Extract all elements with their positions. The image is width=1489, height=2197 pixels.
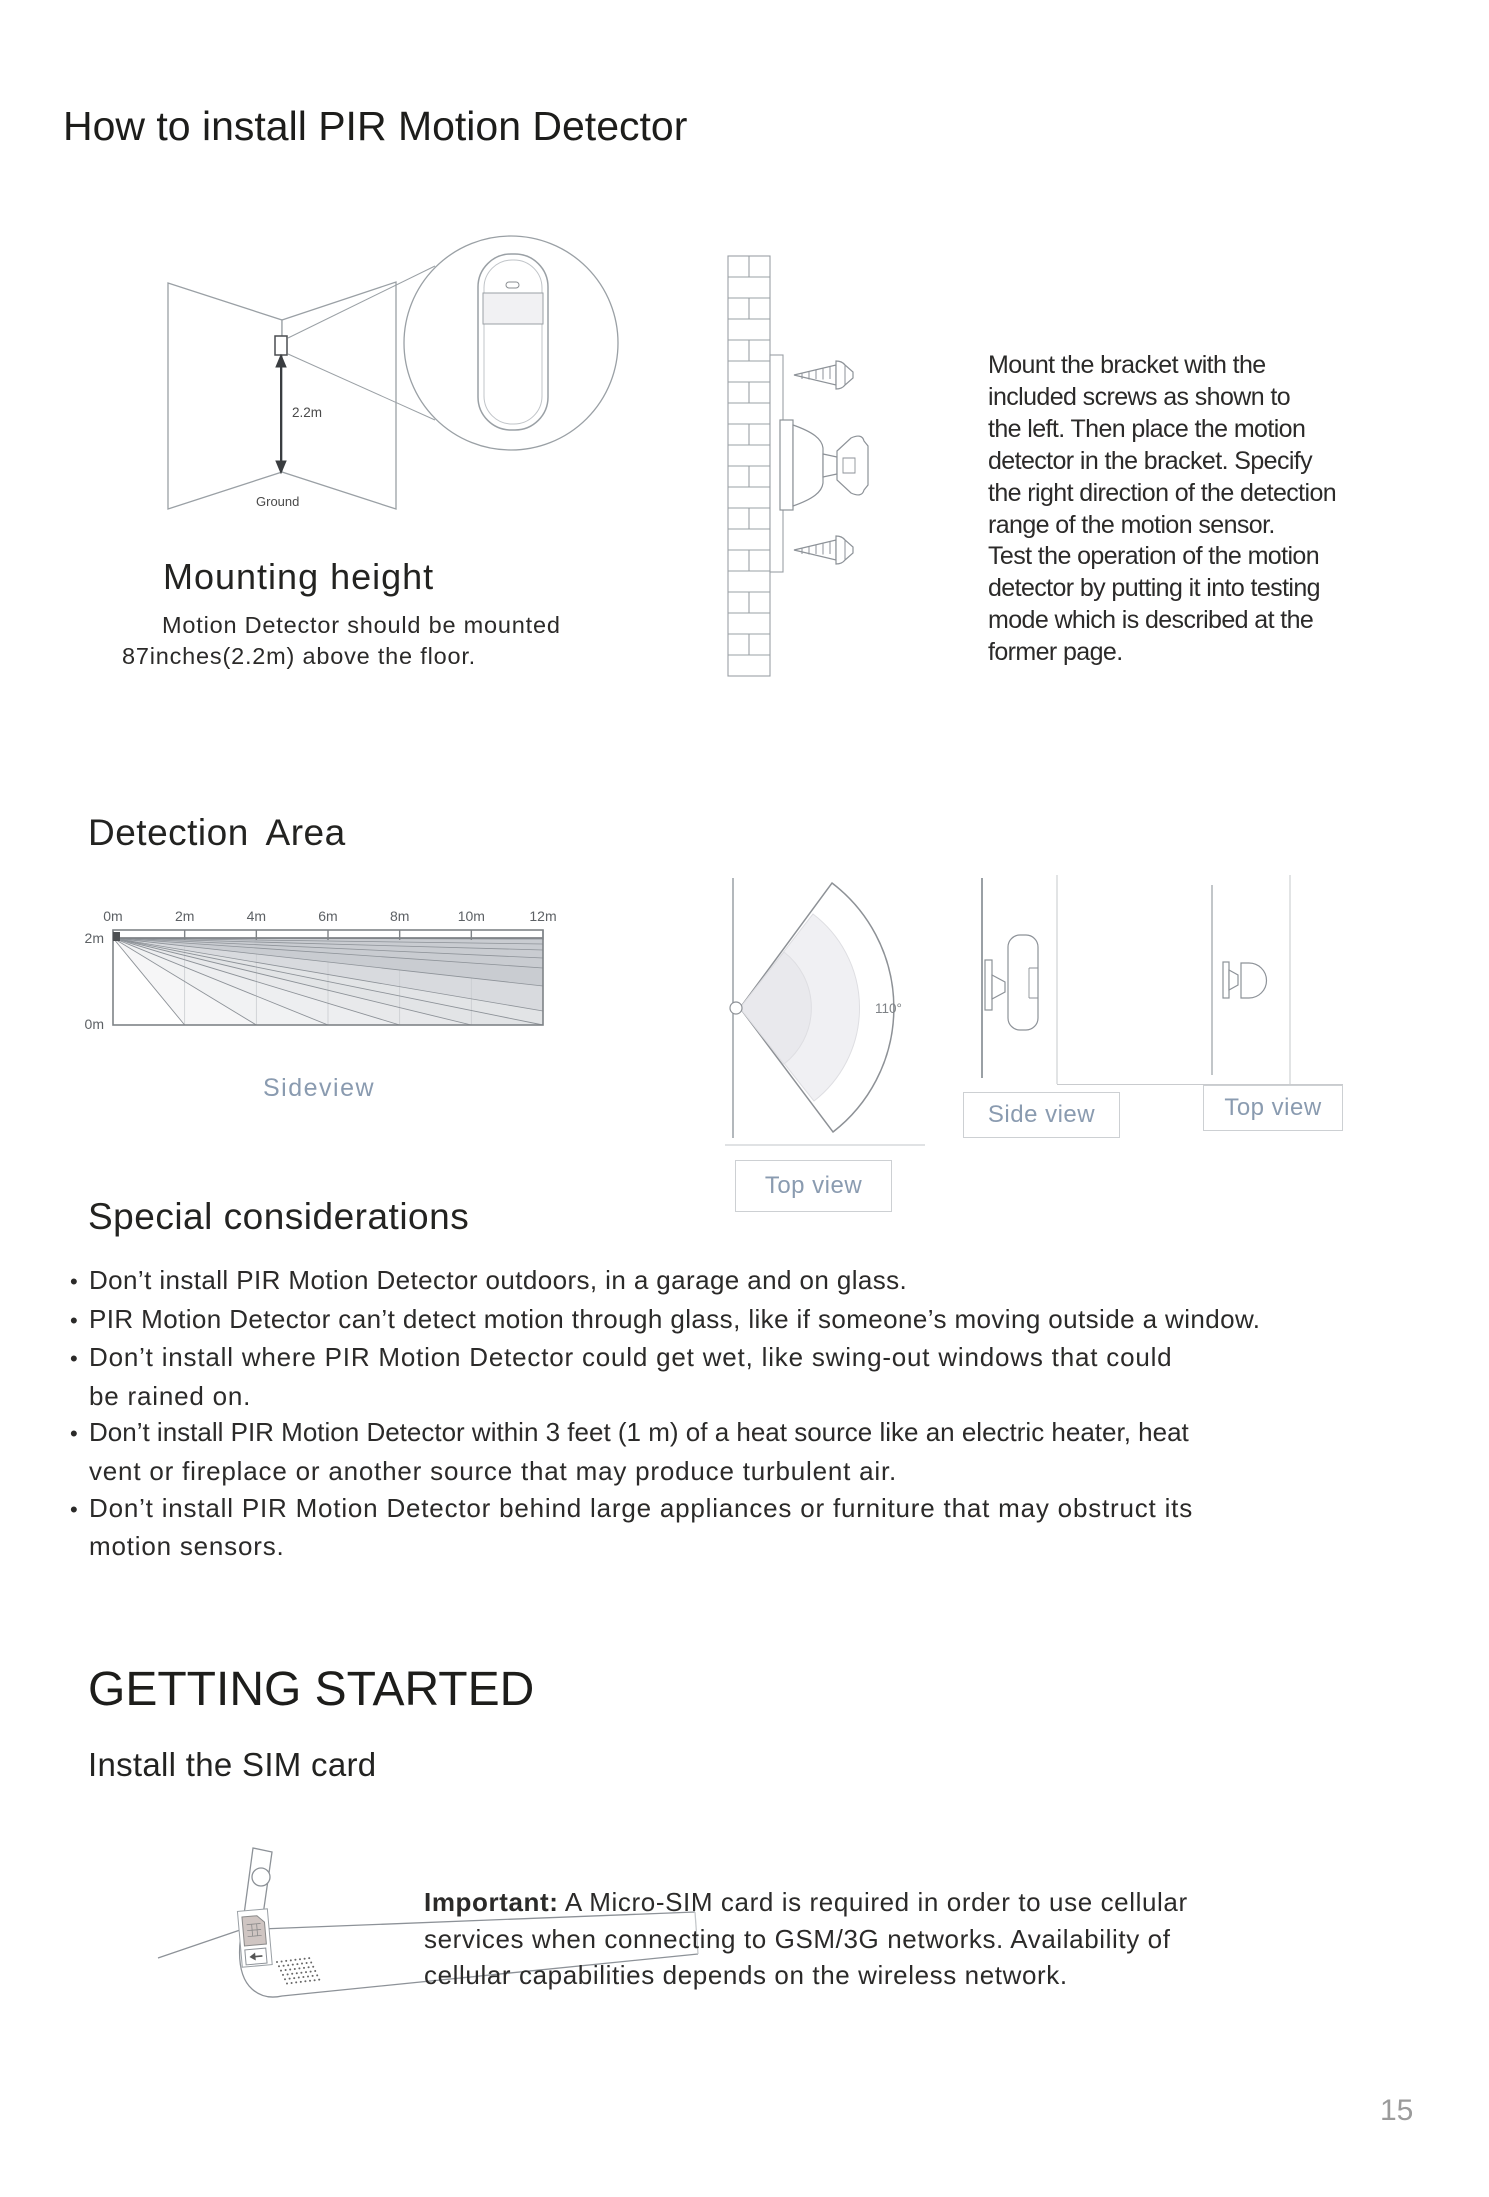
topview-small-diagram — [1195, 862, 1355, 1088]
bracket — [780, 420, 868, 510]
sideview-chart — [60, 890, 580, 1050]
text-line: the left. Then place the motion — [988, 414, 1306, 443]
topview-label: Top view — [764, 1172, 863, 1199]
x-tick-label: 0m — [103, 908, 123, 924]
sensor-mark — [113, 932, 120, 941]
ground-label: Ground — [256, 494, 300, 509]
detector-top-profile — [1223, 962, 1267, 998]
screw-icon — [794, 536, 853, 564]
text-line: range of the motion sensor. — [988, 510, 1275, 539]
bullet-icon: • — [70, 1269, 79, 1294]
bullet-icon: • — [70, 1307, 79, 1333]
cone-label-box — [735, 1160, 892, 1212]
sideview-small-diagram — [955, 865, 1125, 1090]
mounting-height-note — [122, 610, 561, 671]
text-line: vent or fireplace or another source that may produce turbulent air. — [89, 1455, 898, 1486]
sideview-small-label: Side view — [987, 1101, 1096, 1128]
important-label: Important: — [424, 1887, 559, 1917]
bracket-instructions — [988, 350, 1336, 669]
sideview-label: Sideview — [263, 1074, 376, 1102]
text-line: the right direction of the detection — [988, 478, 1337, 507]
text-line: former page. — [988, 638, 1123, 667]
x-tick-label: 8m — [389, 908, 410, 924]
speaker-grille — [276, 1957, 320, 1984]
install-sim-subheading: Install the SIM card — [88, 1746, 377, 1783]
brick-wall — [728, 256, 770, 676]
text-line: Mount the bracket with the — [988, 351, 1266, 379]
y-tick-label: 0m — [84, 1016, 104, 1032]
wall-bracket-diagram — [710, 248, 890, 698]
text-line: detector by putting it into testing — [988, 574, 1320, 603]
list-item — [70, 1339, 1470, 1414]
topview-label-box — [1203, 1085, 1343, 1131]
detector-mark — [275, 336, 287, 355]
text-line: be rained on. — [89, 1380, 252, 1411]
detection-area-heading: Detection Area — [88, 812, 346, 853]
text-line: Don’t install PIR Motion Detector behind large appliances or furniture that may obstruct its — [89, 1492, 1193, 1523]
detector-side-profile — [985, 935, 1038, 1030]
text-line: cellular capabilities depends on the wireless network. — [424, 1960, 1068, 1990]
text-line: services when connecting to GSM/3G networks. Availability of — [424, 1923, 1171, 1954]
x-tick-label: 6m — [318, 908, 338, 924]
text-line: A Micro-SIM card is required in order to use cellular — [558, 1887, 1188, 1917]
mounting-height-heading: Mounting height — [163, 556, 435, 597]
screw-icon — [794, 361, 853, 389]
page-title: How to install PIR Motion Detector — [63, 103, 688, 150]
coverage-angle-label: 110° — [875, 1001, 902, 1016]
text-line: motion sensors. — [89, 1531, 285, 1562]
detection-cone — [730, 883, 894, 1132]
sideview-label-box — [963, 1092, 1120, 1138]
special-considerations-heading: Special considerations — [88, 1196, 470, 1237]
bullet-icon: • — [70, 1496, 79, 1522]
list-item — [70, 1414, 1470, 1489]
text-line: Don’t install PIR Motion Detector within 3 feet (1 m) of a heat source like an electric heater, heat — [89, 1417, 1189, 1448]
bullet-icon: • — [70, 1421, 78, 1447]
text-line: PIR Motion Detector can’t detect motion through glass, like if someone’s moving outside a window. — [89, 1303, 1261, 1334]
text-line: Don’t install PIR Motion Detector outdoors, in a garage and on glass. — [89, 1265, 908, 1295]
bullet-icon: • — [70, 1346, 79, 1372]
text-line: detector in the bracket. Specify — [988, 446, 1313, 475]
text-line: Test the operation of the motion — [988, 542, 1320, 571]
x-tick-label: 4m — [246, 908, 267, 924]
text-line — [424, 1884, 1188, 1921]
list-item — [70, 1301, 1470, 1340]
x-tick-label: 10m — [457, 908, 485, 924]
text-line: mode which is described at the — [988, 606, 1314, 635]
page-number: 15 — [1380, 2094, 1414, 2127]
y-tick-label: 2m — [84, 930, 104, 946]
list-item — [70, 1262, 1470, 1301]
x-tick-label: 12m — [529, 908, 557, 924]
text-line: 87inches(2.2m) above the floor. — [122, 642, 476, 669]
text-line: Motion Detector should be mounted — [162, 612, 561, 638]
topview-cone-diagram — [705, 860, 935, 1160]
text-line: Don’t install where PIR Motion Detector could get wet, like swing-out windows that could — [89, 1342, 1173, 1373]
height-label: 2.2m — [292, 405, 323, 420]
text-line: included screws as shown to — [988, 382, 1291, 411]
mounting-height-diagram — [110, 165, 620, 520]
x-tick-label: 2m — [174, 908, 195, 924]
list-item — [70, 1490, 1470, 1565]
getting-started-heading: GETTING STARTED — [88, 1663, 535, 1716]
important-note — [424, 1884, 1188, 1994]
sim-card-slot — [237, 1909, 272, 1967]
special-considerations-list — [70, 1262, 1470, 1565]
topview-small-label: Top view — [1224, 1094, 1322, 1121]
